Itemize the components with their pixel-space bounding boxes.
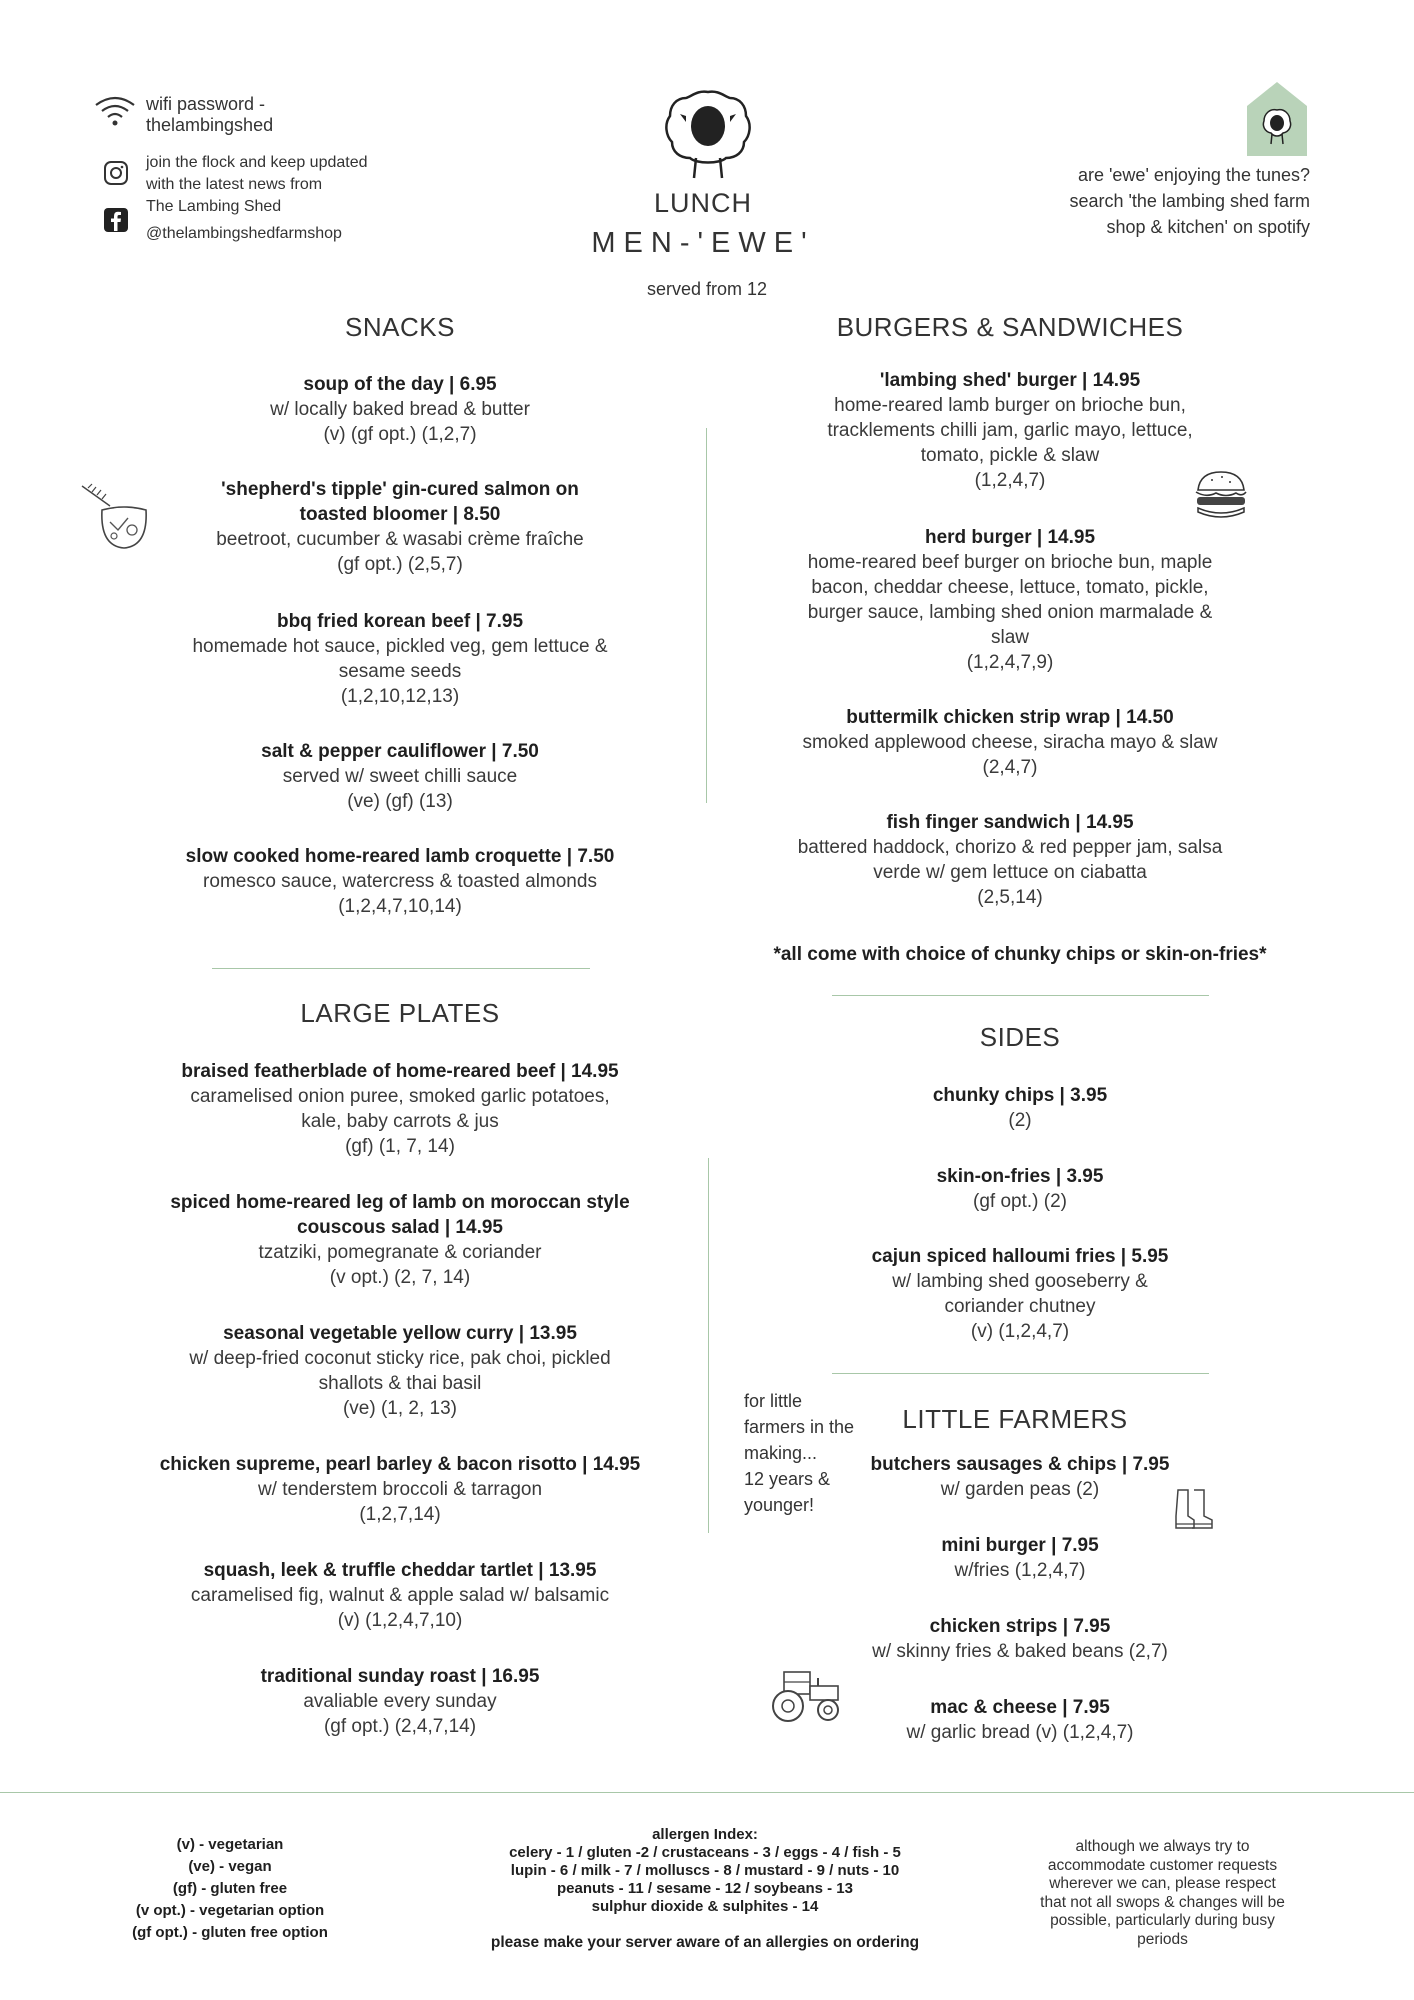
menu-item: braised featherblade of home-reared beef | 14.95 caramelised onion puree, smoked garlic potatoes, kale, baby carrots & jus (gf) (1, 7, 14) <box>181 1061 619 1157</box>
menu-item: cajun spiced halloumi fries | 5.95 w/ lambing shed gooseberry & coriander chutney (v) (1,2,4,7) <box>871 1246 1169 1342</box>
sides-title: SIDES <box>979 1022 1061 1052</box>
little-farmers-title: LITTLE FARMERS <box>902 1404 1128 1434</box>
right-divider-1 <box>832 995 1209 996</box>
snacks-title: SNACKS <box>345 312 455 342</box>
sheep-logo-icon <box>660 86 756 182</box>
lunch-title: LUNCH <box>653 188 752 218</box>
menu-item: bbq fried korean beef | 7.95 homemade hot sauce, pickled veg, gem lettuce & sesame seeds (1,2,10,12,13) <box>192 611 608 707</box>
menu-title <box>572 188 834 260</box>
dietary-key: (v) - vegetarian (ve) - vegan (gf) - gluten free (v opt.) - vegetarian option (gf opt.) - gluten free option <box>132 1836 328 1941</box>
menu-item: seasonal vegetable yellow curry | 13.95 w/ deep-fried coconut sticky rice, pak choi, pickled shallots & thai basil (ve) (1, 2, 13) <box>189 1323 611 1419</box>
burgers-title: BURGERS & SANDWICHES <box>836 312 1184 342</box>
instagram-icon[interactable] <box>103 160 129 186</box>
large-plates-list <box>110 1059 690 1739</box>
burger-icon <box>1192 468 1250 520</box>
social-handle[interactable]: @thelambingshedfarmshop <box>146 225 342 242</box>
menu-item: chunky chips | 3.95 (2) <box>932 1085 1108 1131</box>
allergen-note: please make your server aware of an allergies on ordering <box>490 1934 920 1951</box>
tractor-icon <box>766 1668 844 1724</box>
wifi-password: wifi password - thelambingshed <box>146 94 274 135</box>
allergen-title: allergen Index: <box>652 1826 758 1843</box>
shed-sheep-icon <box>1245 80 1309 156</box>
menu-item: spiced home-reared leg of lamb on moroccan style couscous salad | 14.95 tzatziki, pomegranate & coriander (v opt.) (2, 7, 14) <box>170 1192 630 1288</box>
menu-item: mac & cheese | 7.95 w/ garlic bread (v) (1,2,4,7) <box>906 1697 1134 1743</box>
snacks-list <box>120 372 680 919</box>
spotify-note: are 'ewe' enjoying the tunes? search 'the lambing shed farm shop & kitchen' on spotify <box>1069 165 1310 237</box>
sides-list <box>760 1083 1280 1344</box>
little-farmers-note: for little farmers in the making... 12 years & younger! <box>744 1391 855 1515</box>
wellington-boots-icon <box>1172 1486 1216 1532</box>
footer-divider <box>0 1792 1414 1793</box>
menu-item: salt & pepper cauliflower | 7.50 served w/ sweet chilli sauce (ve) (gf) (13) <box>261 741 539 812</box>
wifi-icon <box>93 93 137 129</box>
menu-item: fish finger sandwich | 14.95 battered haddock, chorizo & red pepper jam, salsa verde w/ gem lettuce on ciabatta (2,5,14) <box>797 812 1223 908</box>
facebook-icon[interactable] <box>103 207 129 233</box>
menu-item: butchers sausages & chips | 7.95 w/ garden peas (2) <box>870 1454 1170 1500</box>
menu-item: mini burger | 7.95 w/fries (1,2,4,7) <box>941 1535 1099 1581</box>
menu-item: 'shepherd's tipple' gin-cured salmon on toasted bloomer | 8.50 beetroot, cucumber & wasabi crème fraîche (gf opt.) (2,5,7) <box>216 479 584 575</box>
menu-item: slow cooked home-reared lamb croquette | 7.50 romesco sauce, watercress & toasted almonds (1,2,4,7,10,14) <box>185 846 615 917</box>
menu-item: 'lambing shed' burger | 14.95 home-reared lamb burger on brioche bun, tracklements chilli jam, garlic mayo, lettuce, tomato, pickle & slaw (1,2,4,7) <box>827 370 1193 491</box>
menu-item: herd burger | 14.95 home-reared beef burger on brioche bun, maple bacon, cheddar cheese, lettuce, tomato, pickle, burger sauce, lambing shed onion marmalade & slaw (1,2,4,7,9) <box>807 527 1213 673</box>
little-farmers-list <box>820 1452 1220 1745</box>
burgers-list <box>740 368 1280 910</box>
chips-note: *all come with choice of chunky chips or skin-on-fries* <box>773 944 1267 965</box>
swops-note: although we always try to accommodate customer requests wherever we can, please respect that not all swops & changes will be possible, particularly during busy periods <box>1040 1838 1285 1948</box>
social-info: join the flock and keep updated with the latest news from The Lambing Shed <box>146 154 368 215</box>
column-divider-bottom <box>708 1158 709 1533</box>
menu-item: skin-on-fries | 3.95 (gf opt.) (2) <box>936 1166 1104 1212</box>
menu-item: traditional sunday roast | 16.95 avaliable every sunday (gf opt.) (2,4,7,14) <box>260 1666 540 1737</box>
menu-item: chicken supreme, pearl barley & bacon risotto | 14.95 w/ tenderstem broccoli & tarragon (1,2,7,14) <box>159 1454 641 1525</box>
allergen-index: allergen Index: celery - 1 / gluten -2 / crustaceans - 3 / eggs - 4 / fish - 5 lupin - 6 / milk - 7 / molluscs - 8 / mustard - 9 / nuts - 10 peanuts - 11 / sesame - 12 / soybeans - 13 sulphur dioxide & sulphites - 14 please make your server aware of an allergies on ordering <box>440 1826 970 1952</box>
men-ewe-title: MEN-'EWE' <box>591 227 815 259</box>
menu-item: chicken strips | 7.95 w/ skinny fries & baked beans (2,7) <box>872 1616 1168 1662</box>
large-plates-title: LARGE PLATES <box>300 998 500 1028</box>
menu-item: soup of the day | 6.95 w/ locally baked bread & butter (v) (gf opt.) (1,2,7) <box>270 374 530 445</box>
menu-item: squash, leek & truffle cheddar tartlet | 13.95 caramelised fig, walnut & apple salad w/ balsamic (v) (1,2,4,7,10) <box>190 1560 610 1631</box>
column-divider-top <box>706 428 707 803</box>
gin-glass-icon <box>80 482 154 552</box>
served-time: served from 12 <box>646 279 768 299</box>
left-divider-1 <box>212 968 590 969</box>
menu-item: buttermilk chicken strip wrap | 14.50 smoked applewood cheese, siracha mayo & slaw (2,4,7) <box>802 707 1218 778</box>
right-divider-2 <box>832 1373 1209 1374</box>
